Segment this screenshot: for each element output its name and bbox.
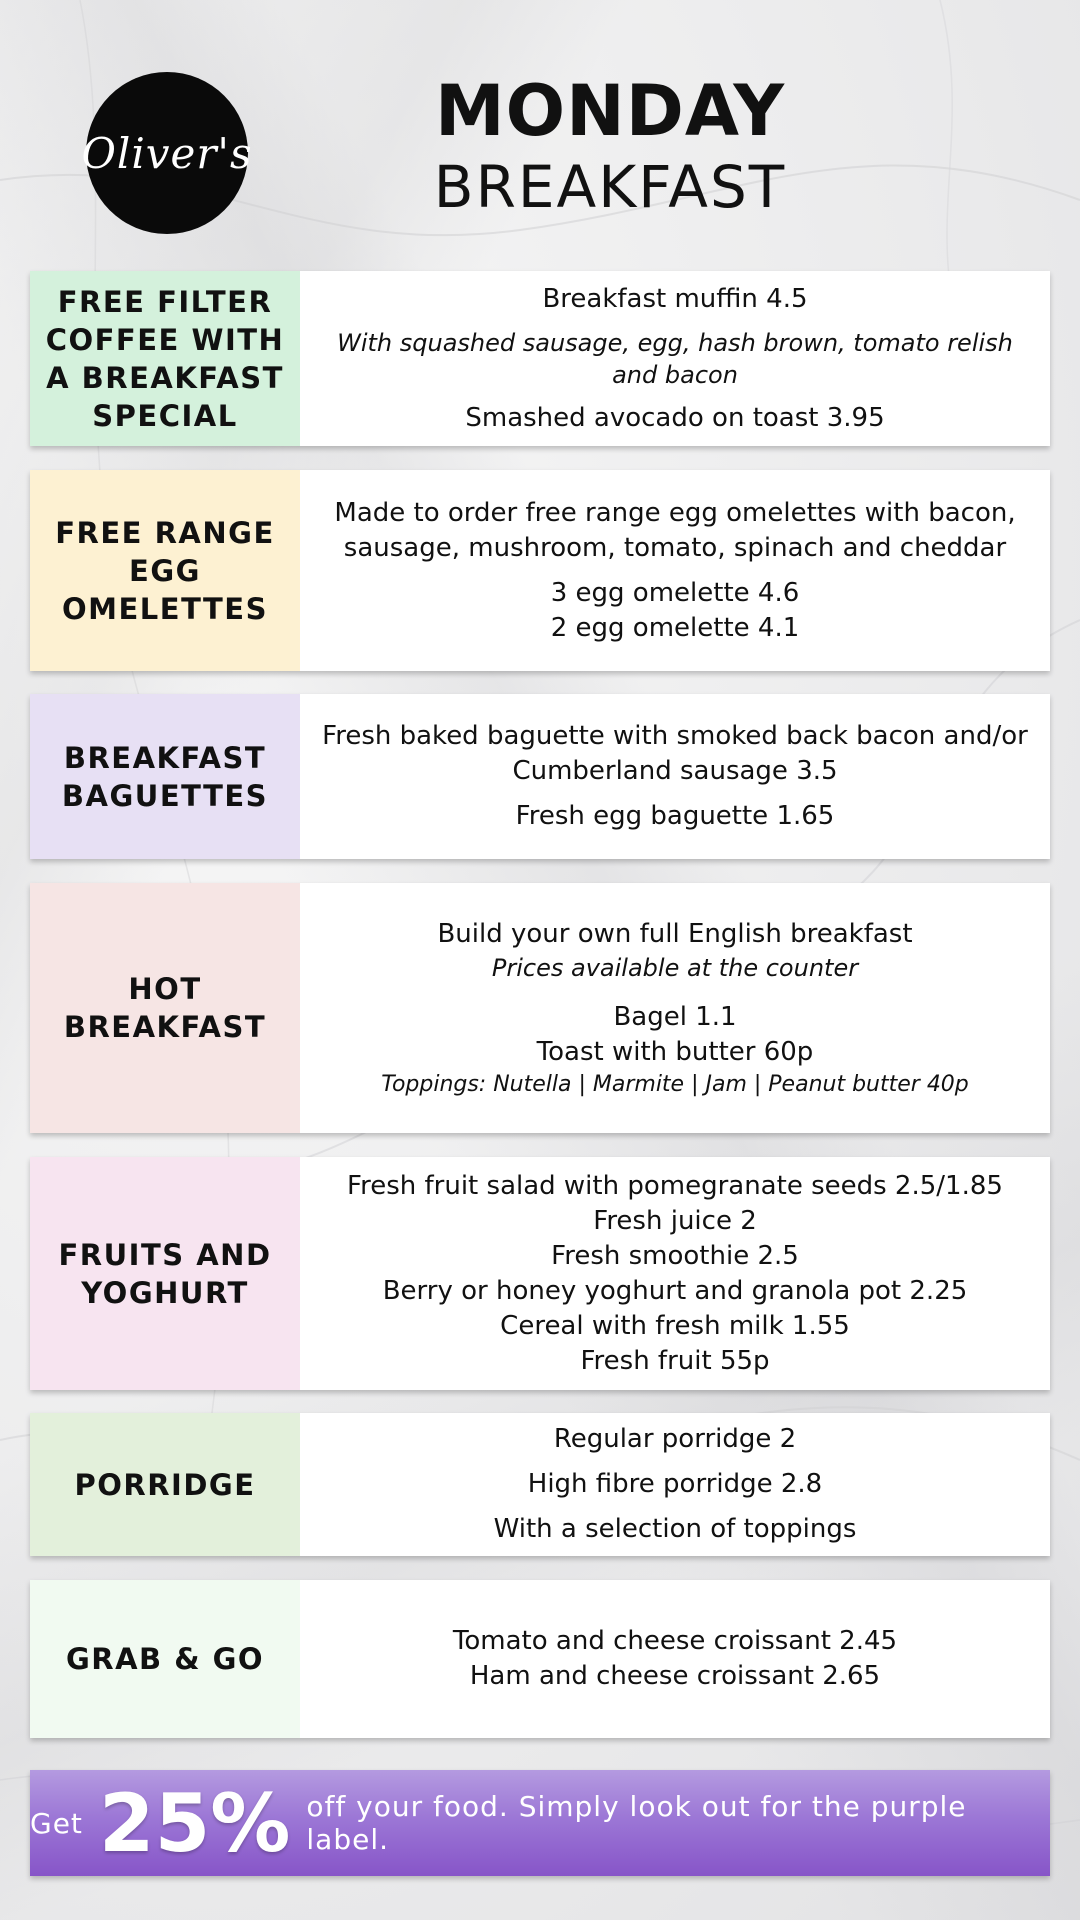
section-items: [300, 1157, 1050, 1390]
menu-section-breakfast-special: [30, 271, 1050, 446]
section-label: GRAB & GO: [30, 1580, 300, 1738]
day-title: MONDAY: [434, 70, 786, 152]
menu-item-description: With squashed sausage, egg, hash brown, tomato relish and bacon: [337, 328, 1013, 389]
menu-item: Fresh juice 2: [593, 1205, 757, 1236]
menu-item: High fibre porridge 2.8: [527, 1469, 823, 1499]
menu-item: Smashed avocado on toast 3.95: [465, 402, 885, 433]
menu-item: Fresh egg baguette 1.65: [515, 801, 835, 831]
section-label: FRUITS AND YOGHURT: [30, 1157, 300, 1390]
menu-item: Fresh baked baguette with smoked back bacon and/or Cumberland sausage 3.5: [322, 721, 1028, 786]
menu-item: Cereal with fresh milk 1.55: [500, 1310, 850, 1341]
section-label: PORRIDGE: [30, 1413, 300, 1556]
logo-badge: [81, 72, 253, 234]
menu-item: Fresh fruit 55p: [580, 1345, 770, 1376]
menu-section-porridge: [30, 1413, 1050, 1556]
menu-item: 2 egg omelette 4.1: [550, 612, 800, 643]
menu-item: Breakfast muffin 4.5: [542, 283, 808, 314]
menu-section-grab-go: [30, 1580, 1050, 1738]
menu-item: 3 egg omelette 4.6: [550, 577, 800, 608]
meal-title: BREAKFAST: [433, 153, 787, 221]
section-items: [300, 1413, 1050, 1556]
section-label: FREE RANGE EGG OMELETTES: [30, 470, 300, 671]
menu-item: Fresh smoothie 2.5: [551, 1240, 799, 1271]
section-items: [300, 883, 1050, 1133]
menu-section-fruits-yoghurt: [30, 1157, 1050, 1390]
menu-item: With a selection of toppings: [493, 1514, 857, 1544]
menu-item-description: Made to order free range egg omelettes with bacon, sausage, mushroom, tomato, spinach and cheddar: [334, 497, 1016, 563]
menu-item: Tomato and cheese croissant 2.45: [452, 1626, 898, 1656]
menu-item-note: Prices available at the counter: [491, 953, 859, 982]
section-label: FREE FILTER COFFEE WITH A BREAKFAST SPECIAL: [30, 271, 300, 446]
section-label: HOT BREAKFAST: [30, 883, 300, 1133]
section-items: [300, 271, 1050, 446]
menu-section-hot-breakfast: [30, 883, 1050, 1133]
promo-prefix: Get: [30, 1806, 83, 1840]
menu-item: Build your own full English breakfast: [437, 918, 913, 949]
section-items: [300, 470, 1050, 671]
menu-item: Ham and cheese croissant 2.65: [469, 1661, 881, 1691]
promo-discount: 25%: [98, 1776, 291, 1870]
menu-section-baguettes: [30, 694, 1050, 859]
page-title: [300, 70, 920, 222]
menu-item: Fresh fruit salad with pomegranate seeds 2.5/1.85: [347, 1170, 1003, 1201]
promo-banner: [30, 1770, 1050, 1876]
section-label: BREAKFAST BAGUETTES: [30, 694, 300, 859]
menu-section-omelettes: [30, 470, 1050, 671]
promo-suffix: off your food. Simply look out for the purple label.: [306, 1790, 967, 1856]
menu-item: Toast with butter 60p: [536, 1036, 814, 1067]
toppings-note: Toppings: Nutella | Marmite | Jam | Peanut butter 40p: [381, 1071, 969, 1097]
logo-text: Oliver's: [81, 128, 253, 178]
section-items: [300, 694, 1050, 859]
menu-item: Berry or honey yoghurt and granola pot 2.25: [382, 1275, 968, 1306]
section-items: [300, 1580, 1050, 1738]
menu-item: Bagel 1.1: [613, 1001, 737, 1032]
menu-item: Regular porridge 2: [553, 1424, 797, 1454]
